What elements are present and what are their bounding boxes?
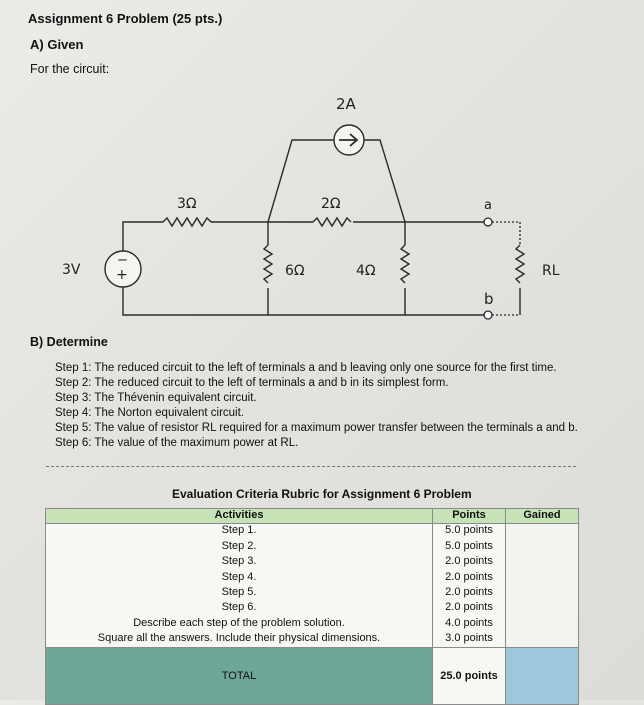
- given-heading: A) Given: [30, 37, 84, 52]
- resistor-2-label: 2Ω: [321, 196, 341, 212]
- gained-header: Gained: [523, 509, 561, 521]
- activity-item: Describe each step of the problem solution.: [133, 616, 345, 629]
- step-3-text: Step 3: The Thévenin equivalent circuit.: [55, 392, 257, 404]
- points-item: 2.0 points: [445, 555, 493, 568]
- points-item: 5.0 points: [445, 524, 493, 537]
- resistor-3-zigzag: [163, 218, 211, 226]
- voltage-plus-sign: +: [116, 267, 128, 283]
- activity-item: Step 2.: [221, 539, 257, 552]
- resistor-4-zigzag: [401, 245, 409, 283]
- circuit-diagram: [0, 0, 644, 340]
- for-circuit-label: For the circuit:: [30, 62, 110, 76]
- points-item: 5.0 points: [445, 539, 493, 552]
- step-2-text: Step 2: The reduced circuit to the left of terminals a and b in its simplest form.: [55, 377, 449, 389]
- terminal-a-node: [484, 218, 492, 226]
- step-5-text: Step 5: The value of resistor RL required for a maximum power transfer between the terminals a and b.: [55, 422, 578, 434]
- determine-heading: B) Determine: [30, 335, 108, 349]
- resistor-3-label: 3Ω: [177, 196, 197, 212]
- total-label: TOTAL: [46, 647, 433, 704]
- rubric-body-row: [46, 524, 579, 648]
- points-item: 4.0 points: [445, 616, 493, 629]
- activity-item: Step 3.: [221, 555, 257, 568]
- voltage-minus-sign: −: [117, 253, 128, 268]
- total-points: 25.0 points: [433, 647, 506, 704]
- voltage-source-label: 3V: [62, 262, 81, 278]
- activities-cell: [46, 509, 433, 648]
- activity-item: Step 5.: [221, 585, 257, 598]
- points-cell: [433, 509, 506, 648]
- resistor-2-zigzag: [313, 218, 351, 226]
- resistor-6-zigzag: [264, 245, 272, 283]
- points-item: 2.0 points: [445, 601, 493, 614]
- assignment-title: Assignment 6 Problem (25 pts.): [28, 11, 223, 26]
- terminal-b-label: b: [484, 290, 494, 308]
- step-1-text: Step 1: The reduced circuit to the left of terminals a and b leaving only one source for the first time.: [55, 362, 557, 374]
- step-6-text: Step 6: The value of the maximum power at RL.: [55, 437, 299, 449]
- activity-item: Step 1.: [221, 524, 257, 537]
- activity-item: Step 4.: [221, 570, 257, 583]
- current-source-label: 2A: [336, 95, 356, 113]
- step-4-text: Step 4: The Norton equivalent circuit.: [55, 407, 245, 419]
- total-gained-cell: [506, 647, 579, 704]
- points-item: 2.0 points: [445, 570, 493, 583]
- activity-item: Square all the answers. Include their physical dimensions.: [97, 632, 381, 645]
- points-item: 3.0 points: [445, 632, 493, 645]
- rubric-total-row: [46, 647, 579, 704]
- rubric-table: [45, 508, 579, 705]
- activities-header: Activities: [214, 509, 264, 521]
- load-resistor-label: RL: [542, 263, 560, 279]
- terminal-a-label: a: [484, 198, 492, 213]
- load-resistor-zigzag: [516, 245, 524, 283]
- resistor-4-label: 4Ω: [356, 263, 376, 279]
- resistor-6-label: 6Ω: [285, 263, 305, 279]
- rubric-title: Evaluation Criteria Rubric for Assignment 6 Problem: [172, 487, 472, 501]
- section-divider: [46, 466, 576, 467]
- activity-item: Step 6.: [221, 601, 257, 614]
- points-header: Points: [452, 509, 486, 521]
- terminal-b-node: [484, 311, 492, 319]
- gained-cell: [506, 509, 579, 648]
- points-item: 2.0 points: [445, 585, 493, 598]
